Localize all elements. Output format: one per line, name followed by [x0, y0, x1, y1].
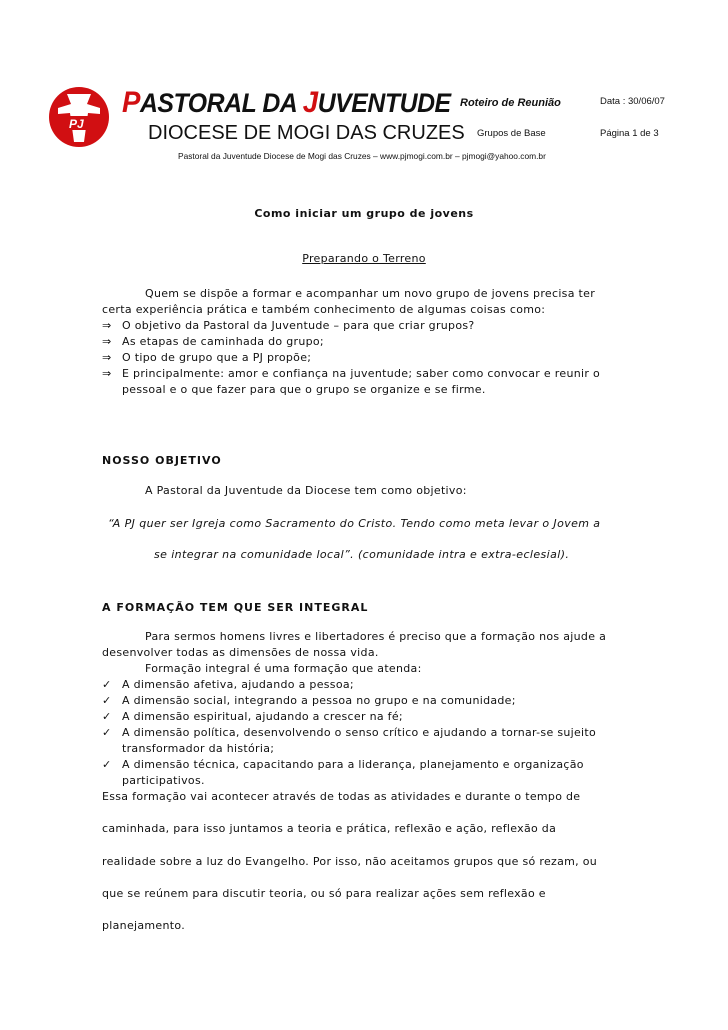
check-icon: ✓	[102, 678, 112, 691]
list-item: ✓ A dimensão espiritual, ajudando a crescer na fé;	[102, 710, 403, 723]
paragraph-line: caminhada, para isso juntamos a teoria e prática, reflexão e ação, reflexão da	[102, 822, 557, 835]
pj-cross-logo-icon	[48, 86, 110, 148]
arrow-icon: ⇒	[102, 319, 112, 332]
arrow-icon: ⇒	[102, 367, 112, 380]
list-item: ✓ A dimensão política, desenvolvendo o senso crítico e ajudando a tornar-se sujeito	[102, 726, 597, 739]
section-subtitle: Preparando o Terreno	[302, 252, 426, 265]
arrow-icon: ⇒	[102, 351, 112, 364]
list-item: ✓ A dimensão social, integrando a pessoa no grupo e na comunidade;	[102, 694, 516, 707]
list-item: ⇒ As etapas de caminhada do grupo;	[102, 335, 324, 348]
check-icon: ✓	[102, 758, 112, 771]
list-item: ⇒ O objetivo da Pastoral da Juventude – para que criar grupos?	[102, 319, 475, 332]
brand-title: PASTORAL DA JUVENTUDE	[122, 86, 451, 119]
date-label: Data : 30/06/07	[600, 96, 665, 107]
paragraph-line: planejamento.	[102, 919, 186, 932]
check-icon: ✓	[102, 694, 112, 707]
page-number: Página 1 de 3	[600, 128, 659, 139]
diocese-title: DIOCESE DE MOGI DAS CRUZES	[148, 122, 465, 144]
check-icon: ✓	[102, 726, 112, 739]
list-item: ⇒ E principalmente: amor e confiança na juventude; saber como convocar e reunir o	[102, 367, 600, 380]
document-title: Como iniciar um grupo de jovens	[254, 207, 474, 220]
list-item: ⇒ O tipo de grupo que a PJ propõe;	[102, 351, 312, 364]
logo-text: PJ	[69, 117, 84, 131]
list-item-continuation: transformador da história;	[122, 742, 275, 755]
list-item-continuation: participativos.	[122, 774, 205, 787]
roteiro-label: Roteiro de Reunião	[460, 97, 561, 109]
paragraph-line: desenvolver todas as dimensões de nossa vida.	[102, 646, 379, 659]
contact-line: Pastoral da Juventude Diocese de Mogi das Cruzes – www.pjmogi.com.br – pjmogi@yahoo.com.br	[178, 151, 546, 161]
list-item: ✓ A dimensão afetiva, ajudando a pessoa;	[102, 678, 354, 691]
intro-line: Quem se dispõe a formar e acompanhar um novo grupo de jovens precisa ter	[145, 287, 596, 300]
intro-line: certa experiência prática e também conhecimento de algumas coisas como:	[102, 303, 546, 316]
paragraph-line: Formação integral é uma formação que atenda:	[145, 662, 422, 675]
list-item: ✓ A dimensão técnica, capacitando para a liderança, planejamento e organização	[102, 758, 584, 771]
list-item-continuation: pessoal e o que fazer para que o grupo se organize e se firme.	[122, 383, 486, 396]
paragraph-line: Para sermos homens livres e libertadores é preciso que a formação nos ajude a	[145, 630, 607, 643]
quote-line: se integrar na comunidade local”. (comunidade intra e extra-eclesial).	[154, 548, 570, 561]
paragraph-line: Essa formação vai acontecer através de todas as atividades e durante o tempo de	[102, 790, 581, 803]
paragraph-line: realidade sobre a luz do Evangelho. Por isso, não aceitamos grupos que só rezam, ou	[102, 855, 598, 868]
quote-line: “A PJ quer ser Igreja como Sacramento do Cristo. Tendo como meta levar o Jovem a	[108, 517, 601, 530]
paragraph-line: que se reúnem para discutir teoria, ou só para realizar ações sem reflexão e	[102, 887, 546, 900]
check-icon: ✓	[102, 710, 112, 723]
paragraph-line: A Pastoral da Juventude da Diocese tem como objetivo:	[145, 484, 467, 497]
section-heading: A FORMAÇÃO TEM QUE SER INTEGRAL	[102, 601, 369, 614]
section-heading: NOSSO OBJETIVO	[102, 454, 222, 467]
grupos-label: Grupos de Base	[477, 128, 546, 139]
arrow-icon: ⇒	[102, 335, 112, 348]
